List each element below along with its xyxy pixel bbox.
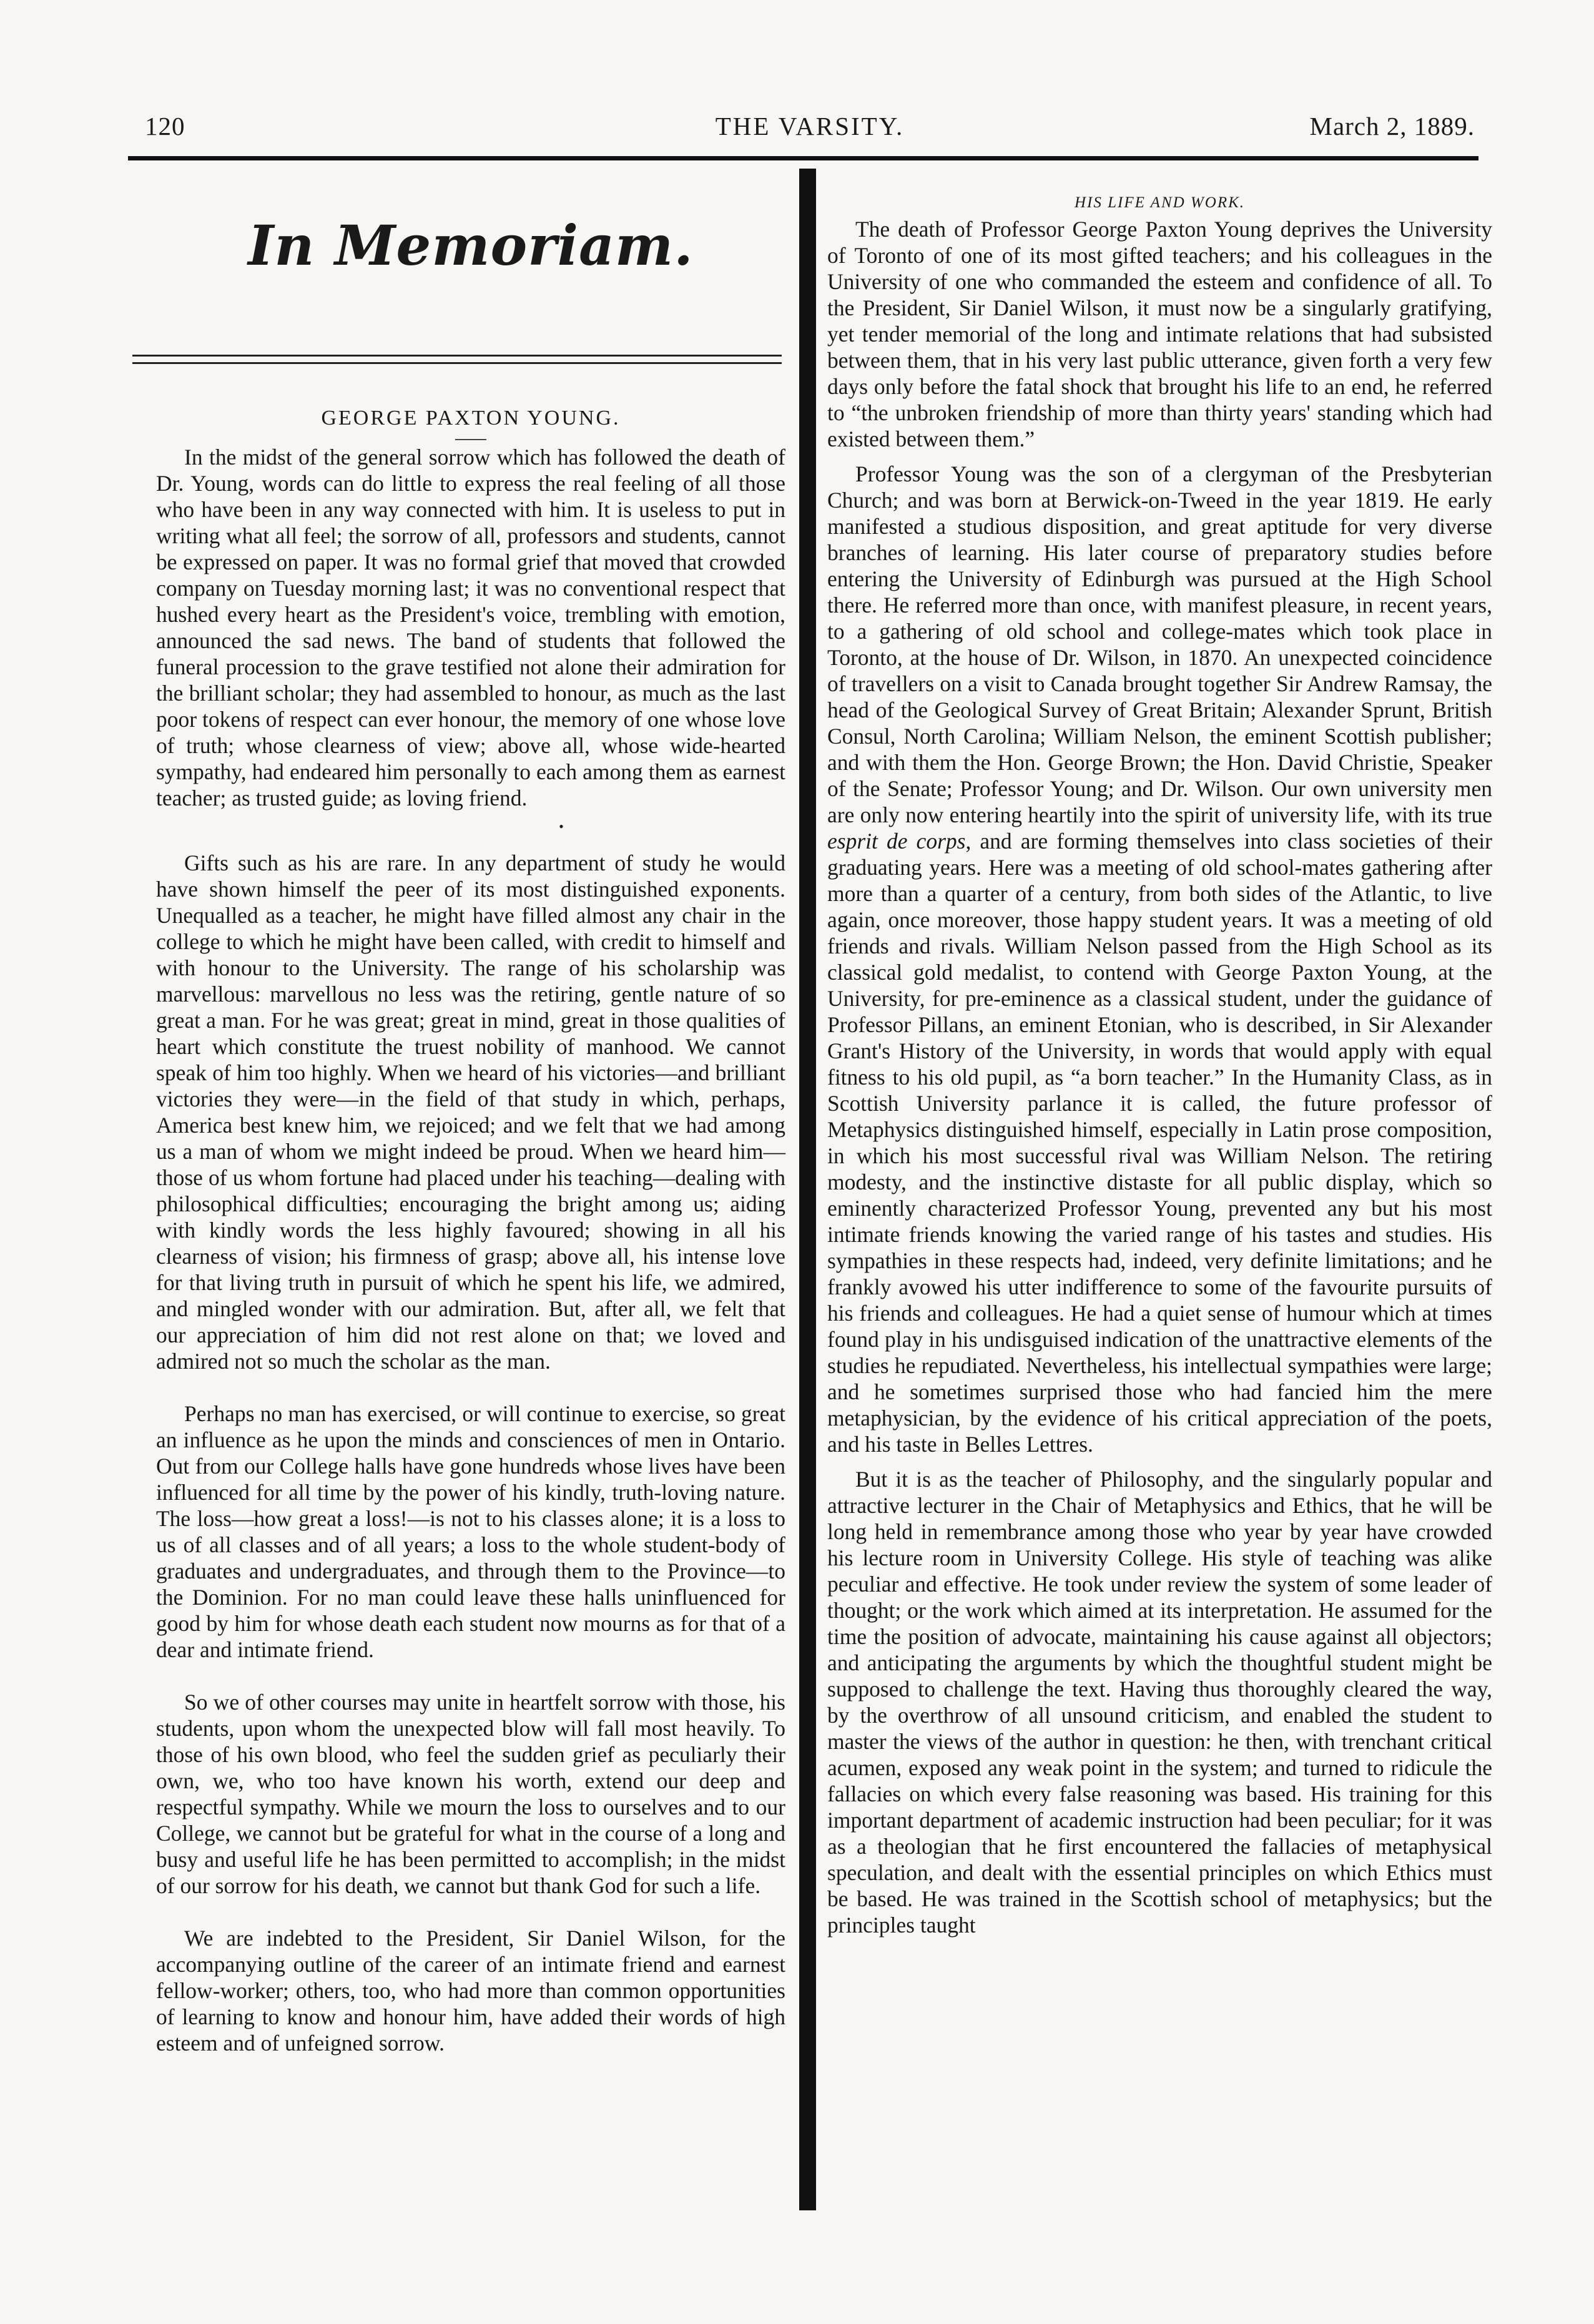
right-column <box>827 169 1492 1938</box>
paragraph-text: Professor Young was the son of a clergyman of the Presbyterian Church; and was born at Berwick-on-Tweed in the year 1819. He early manifested a studious disposition, and great aptitude for very diverse branches of learning. His later course of preparatory studies before entering the University of Edinburgh was pursued at the High School there. He referred more than once, with manifest pleasure, in recent years, to a gathering of old school and college-mates which took place in Toronto, at the house of Dr. Wilson, in 1870. An unexpected coincidence of travellers on a visit to Canada brought together Sir Andrew Ramsay, the head of the Geological Survey of Great Britain; Alexander Sprunt, British Consul, North Carolina; William Nelson, the eminent Scottish publisher; and with them the Hon. George Brown; the Hon. David Christie, Speaker of the Senate; Professor Young; and Dr. Wilson. Our own university men are only now entering heartily into the spirit of university life, with its true <box>827 461 1492 827</box>
paragraph-gap <box>156 1663 785 1689</box>
double-rule <box>132 355 782 364</box>
paragraph: We are indebted to the President, Sir Daniel Wilson, for the accompanying outline of the career of an intimate friend and earnest fellow-worker; others, too, who had more than common opportunities of learning to know and honour him, have added their words of high esteem and of unfeigned sorrow. <box>156 1926 785 2056</box>
memoriam-heading: In Memoriam. <box>248 213 694 278</box>
italic-phrase: esprit de corps <box>827 829 966 854</box>
paragraph: Gifts such as his are rare. In any department of study he would have shown himself the peer of its most distinguished exponents. Unequalled as a teacher, he might have filled almost any chair in the college to which he might have been called, with credit to himself and with honour to the University. The range of his scholarship was marvellous: marvellous no less was the retiring, gentle nature of so great a man. For he was great; great in mind, great in those qualities of heart which constitute the truest nobility of manhood. We cannot speak of him too highly. When we heard of his victories—and brilliant victories they were—in the field of that study in which, perhaps, America best knew him, we rejoiced; and we felt that we had among us a man of whom we might indeed be proud. When we heard him—those of us whom fortune had placed under his teaching—dealing with philosophical difficulties; encouraging the bright among us; aiding with kindly words the less highly favoured; showing in all his clearness of vision; his firmness of grasp; above all, his intense love for that living truth in pursuit of which he spent his life, we admired, and mingled wonder with our admiration. But, after all, we felt that our appreciation of him did not rest alone on that; we loved and admired not so much the scholar as the man. <box>156 850 785 1374</box>
dash-rule <box>455 439 486 440</box>
paragraph <box>827 461 1492 1457</box>
column-rule <box>799 169 816 2210</box>
page-header <box>145 111 1475 149</box>
paragraph: In the midst of the general sorrow which has followed the death of Dr. Young, words can do little to express the real feeling of all those who have been in any way connected with him. It is useless to put in writing what all feel; the sorrow of all, professors and students, cannot be expressed on paper. It was no formal grief that moved that crowded company on Tuesday morning last; it was no conventional respect that hushed every heart as the President's voice, trembling with emotion, announced the sad news. The band of students that followed the funeral procession to the grave testified not alone their admiration for the brilliant scholar; they had assembled to honour, as much as the last poor tokens of respect can ever honour, the memory of one whose love of truth; whose clearness of view; above all, whose wide-hearted sympathy, had endeared him personally to each among them as earnest teacher; as trusted guide; as loving friend. <box>156 445 785 810</box>
dot-ornament: • <box>559 819 564 834</box>
page-number: 120 <box>145 112 185 140</box>
paragraph-text: , and are forming themselves into class societies of their graduating years. Here was a meeting of old school-mates gathering after more than a quarter of a century, from both sides of the Atlantic, to live again, once moreover, those happy student years. It was a meeting of old friends and rivals. William Nelson passed from the High School as its classical gold medalist, to contend with George Paxton Young, at the University, for pre-eminence as a classical student, under the guidance of Professor Pillans, an eminent Etonian, who is described, in Sir Alexander Grant's History of the University, in words that would apply with equal fitness to his old pupil, as “a born teacher.” In the Humanity Class, as in Scottish University parlance it is called, the future professor of Metaphysics distinguished himself, especially in Latin prose composition, in which his most successful rival was William Nelson. The retiring modesty, and the instinctive distaste for all public display, which so eminently characterized Professor Young, prevented any but his most intimate friends knowing the varied range of his tastes and studies. His sympathies in these respects had, indeed, very definite limitations; and he frankly avowed his utter indifference to some of the favourite pursuits of his friends and colleagues. He had a quiet sense of humour which at times found play in his undisguised indication of the unattractive elements of the studies he repudiated. Nevertheless, his intellectual sympathies were large; and he sometimes surprised those who had fancied him the mere metaphysician, by the evidence of his critical appreciation of the poets, and his taste in Belles Lettres. <box>827 829 1492 1457</box>
publication-title: THE VARSITY. <box>715 112 905 140</box>
paragraph-gap <box>156 1374 785 1401</box>
header-rule <box>128 156 1478 160</box>
left-column <box>156 169 785 2056</box>
issue-date: March 2, 1889. <box>1309 112 1475 140</box>
section-heading: HIS LIFE AND WORK. <box>1074 194 1246 211</box>
paragraph: But it is as the teacher of Philosophy, and the singularly popular and attractive lecturer in the Chair of Metaphysics and Ethics, that he will be long held in remembrance among those who year by year have crowded his lecture room in University College. His style of teaching was alike peculiar and effective. He took under review the system of some leader of thought; or the work which aimed at its interpretation. He assumed for the time the position of advocate, maintaining his cause against all objectors; and anticipating the arguments by which the thoughtful student might be supposed to challenge the text. Having thus thoroughly cleared the way, by the overthrow of all unsound criticism, and enabled the student to master the views of the author in question: he then, with trenchant critical acumen, exposed any weak point in the system; and turned to ridicule the fallacies on which every false reasoning was based. His training for this important department of academic instruction had been peculiar; for it was as a theologian that he first encountered the fallacies of metaphysical speculation, and dealt with the essential principles on which Ethics must be based. He was trained in the Scottish school of metaphysics; but the principles taught <box>827 1467 1492 1937</box>
subheading: GEORGE PAXTON YOUNG. <box>321 406 621 430</box>
paragraph: So we of other courses may unite in heartfelt sorrow with those, his students, upon whom the unexpected blow will fall most heavily. To those of his own blood, who feel the sudden grief as peculiarly their own, we, who too have known his worth, extend our deep and respectful sympathy. While we mourn the loss to ourselves and to our College, we cannot but be grateful for what in the course of a long and busy and useful life he has been permitted to accomplish; in the midst of our sorrow for his death, we cannot but thank God for such a life. <box>156 1690 785 1898</box>
paragraph: The death of Professor George Paxton Young deprives the University of Toronto of one of its most gifted teachers; and his colleagues in the University of one who commanded the esteem and confidence of all. To the President, Sir Daniel Wilson, it must now be a singularly gratifying, yet tender memorial of the long and intimate relations that had subsisted between them, that in his very last public utterance, given forth a very few days only before the fatal shock that brought his life to an end, he referred to “the unbroken friendship of more than thirty years' standing which had existed between them.” <box>827 217 1492 451</box>
paragraph-gap <box>156 1899 785 1925</box>
paragraph: Perhaps no man has exercised, or will continue to exercise, so great an influence as he upon the minds and consciences of men in Ontario. Out from our College halls have gone hundreds whose lives have been influenced for all time by the power of his kindly, truth-loving nature. The loss—how great a loss!—is not to his classes alone; it is a loss to us of all classes and of all years; a loss to the whole student-body of graduates and undergraduates, and through them to the Province—to the Dominion. For no man could leave these halls uninfluenced for good by him for whose death each student now mourns as for that of a dear and intimate friend. <box>156 1401 785 1662</box>
